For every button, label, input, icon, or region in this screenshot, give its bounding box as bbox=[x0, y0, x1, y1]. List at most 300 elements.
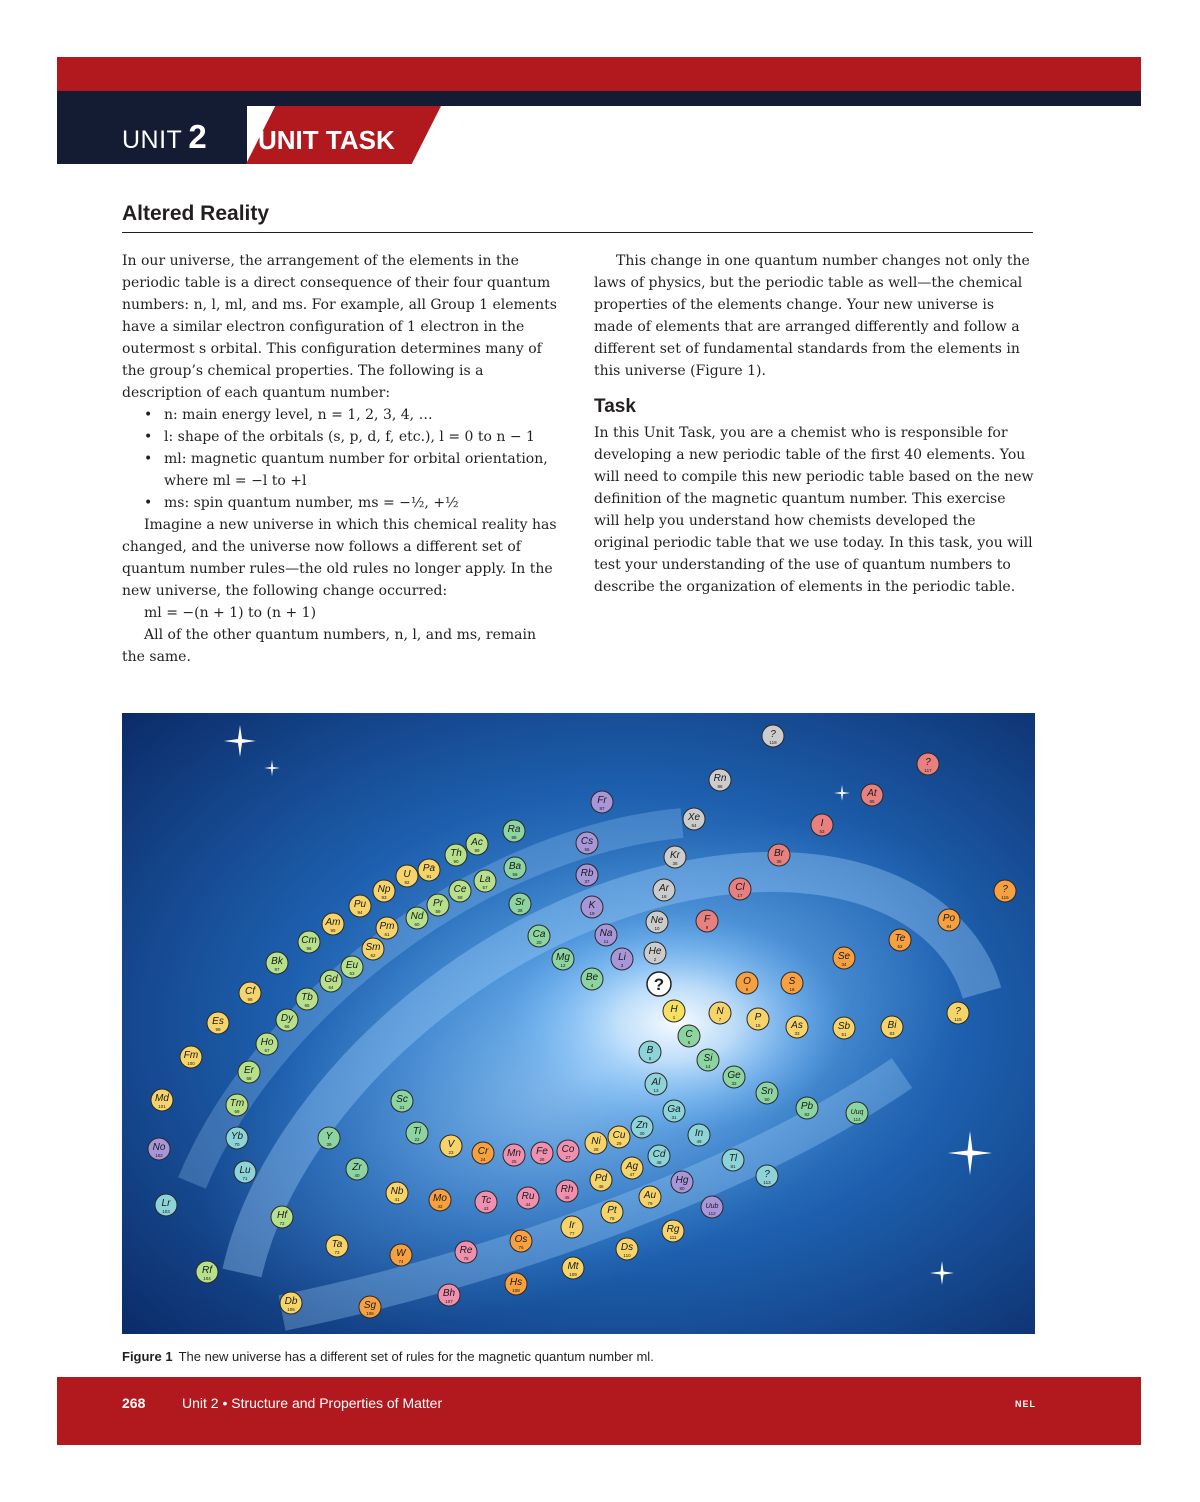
element-number: 78 bbox=[609, 1216, 615, 1221]
element-symbol: Ba bbox=[508, 861, 522, 872]
element-symbol: Tm bbox=[229, 1098, 245, 1109]
element-symbol: Pu bbox=[353, 899, 367, 910]
element-symbol: O bbox=[743, 976, 751, 987]
element-symbol: Os bbox=[514, 1234, 528, 1245]
unit-word: UNIT bbox=[122, 126, 183, 154]
element-Ca-20 bbox=[528, 925, 550, 947]
element-number: 79 bbox=[647, 1201, 653, 1206]
equation: ml = −(n + 1) to (n + 1) bbox=[144, 605, 317, 621]
element-symbol: Sm bbox=[365, 942, 381, 953]
element-Kr-36 bbox=[664, 846, 686, 868]
element-At-85 bbox=[861, 784, 883, 806]
element-Rb-37 bbox=[576, 864, 598, 886]
element-symbol: Mt bbox=[567, 1261, 579, 1272]
element-symbol: Nb bbox=[390, 1186, 404, 1197]
element-Hg-80 bbox=[671, 1171, 693, 1193]
element-Tl-81 bbox=[722, 1149, 744, 1171]
element-symbol: Bh bbox=[442, 1288, 456, 1299]
element-Bi-83 bbox=[881, 1016, 903, 1038]
element-C-6 bbox=[678, 1025, 700, 1047]
element-Cr-24 bbox=[472, 1142, 494, 1164]
element-symbol: U bbox=[403, 869, 411, 880]
element-unknown-118 bbox=[762, 725, 784, 747]
element-number: 67 bbox=[264, 1048, 270, 1053]
element-B-5 bbox=[639, 1041, 661, 1063]
element-number: 105 bbox=[287, 1307, 295, 1312]
element-number: 95 bbox=[330, 928, 336, 933]
element-number: 64 bbox=[328, 985, 334, 990]
element-Ra-88 bbox=[503, 820, 525, 842]
element-symbol: Zn bbox=[636, 1120, 648, 1131]
element-symbol: I bbox=[820, 818, 824, 829]
header-navy-band bbox=[57, 91, 1141, 106]
element-symbol: Xe bbox=[687, 812, 701, 823]
element-Tb-65 bbox=[296, 988, 318, 1010]
element-V-23 bbox=[440, 1135, 462, 1157]
element-symbol: Cu bbox=[612, 1130, 626, 1141]
element-number: 99 bbox=[215, 1027, 221, 1032]
element-symbol: Be bbox=[585, 972, 599, 983]
element-number: 90 bbox=[453, 859, 459, 864]
element-number: 77 bbox=[569, 1231, 575, 1236]
center-question-mark bbox=[647, 972, 671, 996]
element-symbol: ? bbox=[1002, 884, 1008, 895]
element-Y-39 bbox=[318, 1127, 340, 1149]
element-symbol: Re bbox=[459, 1245, 473, 1256]
element-symbol: Ag bbox=[625, 1161, 639, 1172]
element-symbol: N bbox=[716, 1006, 724, 1017]
element-symbol: Hg bbox=[675, 1175, 689, 1186]
element-number: 31 bbox=[671, 1115, 677, 1120]
element-symbol: C bbox=[685, 1029, 693, 1040]
element-symbol: Eu bbox=[345, 960, 359, 971]
element-number: 9 bbox=[705, 925, 709, 930]
element-number: 41 bbox=[394, 1197, 400, 1202]
element-number: 107 bbox=[445, 1299, 453, 1304]
element-Db-105 bbox=[280, 1292, 302, 1314]
element-Sm-62 bbox=[362, 938, 384, 960]
element-symbol: P bbox=[754, 1012, 762, 1023]
element-Eu-63 bbox=[341, 956, 363, 978]
element-symbol: Fe bbox=[536, 1146, 548, 1157]
element-symbol: Am bbox=[325, 917, 341, 928]
element-symbol: Ta bbox=[331, 1239, 343, 1250]
element-Es-99 bbox=[207, 1012, 229, 1034]
element-number: 42 bbox=[437, 1204, 443, 1209]
element-Rg-111 bbox=[662, 1220, 684, 1242]
element-symbol: Tl bbox=[728, 1153, 738, 1164]
element-number: 110 bbox=[623, 1253, 631, 1258]
element-Pd-46 bbox=[590, 1169, 612, 1191]
element-number: 13 bbox=[653, 1088, 659, 1093]
element-Xe-54 bbox=[683, 808, 705, 830]
element-symbol: Br bbox=[774, 848, 784, 859]
element-number: 114 bbox=[853, 1117, 861, 1122]
element-Pu-94 bbox=[349, 895, 371, 917]
element-symbol: La bbox=[479, 874, 491, 885]
element-Be-4 bbox=[581, 968, 603, 990]
element-number: 92 bbox=[404, 880, 410, 885]
element-Sr-38 bbox=[509, 893, 531, 915]
element-number: 85 bbox=[869, 799, 875, 804]
element-No-102 bbox=[148, 1138, 170, 1160]
element-Li-3 bbox=[611, 948, 633, 970]
element-number: 81 bbox=[730, 1164, 736, 1169]
element-symbol: As bbox=[791, 1020, 803, 1031]
element-Si-14 bbox=[697, 1049, 719, 1071]
element-number: 109 bbox=[569, 1272, 577, 1277]
element-symbol: Co bbox=[561, 1144, 575, 1155]
element-Ag-47 bbox=[621, 1157, 643, 1179]
element-symbol: Rn bbox=[713, 773, 727, 784]
element-Ir-77 bbox=[561, 1216, 583, 1238]
element-number: 40 bbox=[354, 1173, 360, 1178]
element-symbol: Pd bbox=[594, 1173, 608, 1184]
intro-paragraph: In our universe, the arrangement of the elements in the periodic table is a direct consequence of their four quantum numbers: n, l, ml, and ms. For example, all Group 1 elements have a similar electron configuration of 1 electron in the outermost s orbital. This configuration determines many of the group’s chemical properties. The following is a description of each quantum number: bbox=[122, 253, 557, 401]
element-number: 51 bbox=[841, 1032, 847, 1037]
element-Fe-26 bbox=[531, 1142, 553, 1164]
element-Mg-12 bbox=[552, 948, 574, 970]
element-symbol: Md bbox=[155, 1093, 169, 1104]
element-Fr-87 bbox=[591, 791, 613, 813]
element-symbol: ? bbox=[955, 1006, 961, 1017]
element-symbol: No bbox=[152, 1142, 166, 1153]
element-symbol: Fr bbox=[597, 795, 607, 806]
element-symbol: Po bbox=[942, 913, 956, 924]
element-Re-75 bbox=[455, 1241, 477, 1263]
element-unknown-116 bbox=[994, 880, 1016, 902]
element-Am-95 bbox=[322, 913, 344, 935]
element-symbol: B bbox=[646, 1045, 654, 1056]
element-number: 4 bbox=[590, 983, 594, 988]
element-number: 32 bbox=[731, 1081, 737, 1086]
element-symbol: Cf bbox=[245, 986, 255, 997]
element-number: 49 bbox=[696, 1139, 702, 1144]
element-Hs-108 bbox=[505, 1273, 527, 1295]
element-number: 29 bbox=[616, 1141, 622, 1146]
element-number: 72 bbox=[279, 1221, 285, 1226]
footer-band bbox=[57, 1377, 1141, 1445]
element-number: 20 bbox=[536, 940, 542, 945]
element-symbol: Ar bbox=[659, 883, 669, 894]
center-symbol: ? bbox=[653, 975, 665, 994]
element-number: 61 bbox=[384, 932, 390, 937]
element-Tc-43 bbox=[475, 1191, 497, 1213]
element-number: 96 bbox=[306, 946, 312, 951]
element-Os-76 bbox=[510, 1230, 532, 1252]
element-number: 69 bbox=[234, 1109, 240, 1114]
element-Na-11 bbox=[595, 924, 617, 946]
element-symbol: Si bbox=[703, 1053, 713, 1064]
element-symbol: Ga bbox=[667, 1104, 681, 1115]
element-symbol: Rh bbox=[560, 1184, 574, 1195]
task-heading: Task bbox=[594, 396, 636, 417]
element-number: 59 bbox=[435, 909, 441, 914]
element-number: 73 bbox=[334, 1250, 340, 1255]
element-number: 115 bbox=[954, 1017, 962, 1022]
element-number: 83 bbox=[889, 1031, 895, 1036]
element-Bh-107 bbox=[438, 1284, 460, 1306]
element-symbol: Y bbox=[325, 1131, 333, 1142]
element-symbol: Nd bbox=[410, 911, 424, 922]
element-number: 19 bbox=[589, 911, 595, 916]
element-number: 111 bbox=[669, 1235, 677, 1240]
element-symbol: V bbox=[447, 1139, 455, 1150]
element-Au-79 bbox=[639, 1186, 661, 1208]
element-number: 88 bbox=[511, 835, 517, 840]
element-symbol: Yb bbox=[230, 1131, 244, 1142]
element-Pt-78 bbox=[601, 1201, 623, 1223]
element-number: 75 bbox=[463, 1256, 469, 1261]
element-symbol: Sg bbox=[363, 1300, 377, 1311]
element-symbol: H bbox=[670, 1004, 678, 1015]
element-unknown-113 bbox=[756, 1165, 778, 1187]
element-number: 104 bbox=[203, 1276, 211, 1281]
element-symbol: Bi bbox=[887, 1020, 897, 1031]
element-number: 117 bbox=[924, 768, 932, 773]
page-title: Altered Reality bbox=[122, 202, 270, 225]
element-Sc-21 bbox=[391, 1090, 413, 1112]
element-symbol: ? bbox=[764, 1169, 770, 1180]
element-Zn-30 bbox=[631, 1116, 653, 1138]
element-symbol: Sc bbox=[396, 1094, 408, 1105]
element-symbol: Li bbox=[618, 952, 626, 963]
element-symbol: Rb bbox=[580, 868, 594, 879]
element-symbol: Ce bbox=[453, 884, 467, 895]
element-symbol: Pa bbox=[422, 863, 436, 874]
element-Ti-22 bbox=[406, 1122, 428, 1144]
element-number: 39 bbox=[326, 1142, 332, 1147]
element-number: 35 bbox=[776, 859, 782, 864]
element-symbol: W bbox=[396, 1248, 406, 1259]
element-Uub-112 bbox=[701, 1196, 723, 1218]
element-Al-13 bbox=[645, 1073, 667, 1095]
element-Bk-97 bbox=[266, 952, 288, 974]
element-symbol: F bbox=[703, 914, 711, 925]
element-Sg-106 bbox=[359, 1296, 381, 1318]
element-P-15 bbox=[747, 1008, 769, 1030]
element-number: 65 bbox=[304, 1003, 310, 1008]
unit-number: 2 bbox=[188, 118, 208, 155]
element-symbol: Cm bbox=[301, 935, 317, 946]
element-symbol: Fm bbox=[183, 1050, 199, 1061]
element-symbol: K bbox=[588, 900, 596, 911]
element-number: 56 bbox=[512, 872, 518, 877]
page-number: 268 bbox=[122, 1395, 146, 1411]
element-symbol: Kr bbox=[670, 850, 680, 861]
element-W-74 bbox=[390, 1244, 412, 1266]
element-symbol: Er bbox=[244, 1065, 254, 1076]
figure-caption bbox=[122, 1349, 654, 1364]
element-symbol: Ru bbox=[521, 1191, 535, 1202]
element-symbol: Ge bbox=[727, 1070, 741, 1081]
left-column bbox=[122, 250, 562, 668]
element-number: 17 bbox=[737, 893, 743, 898]
element-Sb-51 bbox=[833, 1017, 855, 1039]
element-symbol: Al bbox=[651, 1077, 661, 1088]
element-Ar-18 bbox=[653, 879, 675, 901]
element-symbol: Sr bbox=[515, 897, 525, 908]
element-Hf-72 bbox=[271, 1206, 293, 1228]
element-number: 12 bbox=[560, 963, 566, 968]
element-number: 80 bbox=[679, 1186, 685, 1191]
element-symbol: Se bbox=[837, 951, 851, 962]
bullet-n: • n: main energy level, n = 1, 2, 3, 4, … bbox=[122, 404, 562, 426]
element-number: 55 bbox=[584, 847, 590, 852]
element-number: 112 bbox=[708, 1211, 716, 1216]
element-number: 62 bbox=[370, 953, 376, 958]
element-number: 18 bbox=[661, 894, 667, 899]
element-symbol: Gd bbox=[324, 974, 338, 985]
element-number: 30 bbox=[639, 1131, 645, 1136]
element-unknown-117 bbox=[917, 753, 939, 775]
element-symbol: Pt bbox=[607, 1205, 617, 1216]
element-symbol: Au bbox=[643, 1190, 657, 1201]
publisher-mark: NEL bbox=[1015, 1399, 1036, 1409]
element-number: 87 bbox=[599, 806, 605, 811]
element-symbol: At bbox=[867, 788, 877, 799]
title-rule bbox=[122, 232, 1033, 233]
element-number: 58 bbox=[457, 895, 463, 900]
element-number: 1 bbox=[672, 1015, 676, 1020]
element-O-8 bbox=[736, 972, 758, 994]
element-Cu-29 bbox=[608, 1126, 630, 1148]
element-Zr-40 bbox=[346, 1158, 368, 1180]
caption-text: The new universe has a different set of rules for the magnetic quantum number ml. bbox=[178, 1349, 654, 1364]
unit-task-label: UNIT TASK bbox=[258, 125, 395, 155]
element-symbol: In bbox=[694, 1128, 704, 1139]
element-symbol: Te bbox=[894, 933, 906, 944]
element-number: 116 bbox=[1001, 895, 1009, 900]
element-number: 28 bbox=[593, 1147, 599, 1152]
element-symbol: Zr bbox=[352, 1162, 362, 1173]
element-number: 97 bbox=[274, 967, 280, 972]
element-Cs-55 bbox=[576, 832, 598, 854]
element-number: 48 bbox=[656, 1160, 662, 1165]
element-Gd-64 bbox=[320, 970, 342, 992]
imagine-paragraph: Imagine a new universe in which this chemical reality has changed, and the universe now follows a different set of quantum number rules—the old rules no longer apply. In the new universe, the following change occurred: bbox=[122, 517, 557, 599]
element-number: 37 bbox=[584, 879, 590, 884]
element-symbol: Hs bbox=[509, 1277, 523, 1288]
element-symbol: Pr bbox=[433, 898, 443, 909]
element-number: 74 bbox=[398, 1259, 404, 1264]
element-number: 33 bbox=[794, 1031, 800, 1036]
element-Co-27 bbox=[557, 1140, 579, 1162]
element-Lu-71 bbox=[234, 1161, 256, 1183]
element-number: 26 bbox=[539, 1157, 545, 1162]
element-Pb-82 bbox=[796, 1097, 818, 1119]
element-symbol: Dy bbox=[280, 1013, 294, 1024]
element-H-1 bbox=[663, 1000, 685, 1022]
element-number: 23 bbox=[448, 1150, 454, 1155]
element-number: 70 bbox=[234, 1142, 240, 1147]
element-Ru-44 bbox=[517, 1187, 539, 1209]
element-Pa-91 bbox=[418, 859, 440, 881]
element-Lr-103 bbox=[155, 1194, 177, 1216]
element-symbol: Db bbox=[284, 1296, 298, 1307]
element-Md-101 bbox=[151, 1089, 173, 1111]
element-number: 6 bbox=[687, 1040, 691, 1045]
element-number: 93 bbox=[381, 895, 387, 900]
remain-paragraph: All of the other quantum numbers, n, l, and ms, remain the same. bbox=[122, 627, 537, 665]
element-symbol: Pb bbox=[800, 1101, 814, 1112]
element-number: 86 bbox=[717, 784, 723, 789]
element-symbol: Cs bbox=[580, 836, 594, 847]
element-Tm-69 bbox=[226, 1094, 248, 1116]
element-number: 43 bbox=[483, 1206, 489, 1211]
element-Mo-42 bbox=[429, 1189, 451, 1211]
element-Ds-110 bbox=[616, 1238, 638, 1260]
element-number: 84 bbox=[946, 924, 952, 929]
element-number: 24 bbox=[480, 1157, 486, 1162]
element-symbol: ? bbox=[925, 757, 931, 768]
task-paragraph: In this Unit Task, you are a chemist who is responsible for developing a new periodic table of the first 40 elements. You will need to compile this new periodic table based on the new definition of the magnetic quantum number. This exercise will help you understand how chemists developed the original periodic table that we use today. In this task, you will test your understanding of the use of quantum numbers to describe the organization of elements in the periodic table. bbox=[594, 425, 1034, 595]
element-number: 38 bbox=[517, 908, 523, 913]
element-symbol: Tb bbox=[301, 992, 313, 1003]
element-number: 60 bbox=[414, 922, 420, 927]
element-number: 52 bbox=[897, 944, 903, 949]
element-number: 94 bbox=[357, 910, 363, 915]
element-symbol: Bk bbox=[271, 956, 283, 967]
element-number: 11 bbox=[603, 939, 609, 944]
figure-galaxy bbox=[122, 713, 1035, 1334]
element-Mt-109 bbox=[562, 1257, 584, 1279]
element-number: 27 bbox=[565, 1155, 571, 1160]
element-symbol: Np bbox=[377, 884, 391, 895]
element-symbol: Ds bbox=[620, 1242, 634, 1253]
element-symbol: Sn bbox=[760, 1086, 774, 1097]
footer-title: Unit 2 • Structure and Properties of Matter bbox=[182, 1395, 443, 1411]
element-Nd-60 bbox=[406, 907, 428, 929]
element-unknown-115 bbox=[947, 1002, 969, 1024]
element-symbol: He bbox=[648, 946, 662, 957]
element-Se-34 bbox=[833, 947, 855, 969]
element-number: 71 bbox=[242, 1176, 248, 1181]
element-Rf-104 bbox=[196, 1261, 218, 1283]
element-number: 53 bbox=[819, 829, 825, 834]
element-symbol: Ir bbox=[568, 1220, 576, 1231]
element-Br-35 bbox=[768, 844, 790, 866]
element-symbol: Mo bbox=[433, 1193, 447, 1204]
element-number: 21 bbox=[399, 1105, 405, 1110]
element-number: 113 bbox=[763, 1180, 771, 1185]
element-number: 63 bbox=[349, 971, 355, 976]
element-symbol: Cr bbox=[477, 1146, 489, 1157]
element-Rn-86 bbox=[709, 769, 731, 791]
element-number: 47 bbox=[629, 1172, 635, 1177]
element-symbol: Ne bbox=[650, 915, 664, 926]
change-paragraph: This change in one quantum number changes not only the laws of physics, but the periodic table as well—the chemical properties of the elements change. Your new universe is made of elements that are arranged differently and follow a different set of fundamental standards from the elements in this universe (Figure 1). bbox=[594, 253, 1030, 379]
element-symbol: Ti bbox=[412, 1126, 422, 1137]
element-Uuq-114 bbox=[846, 1102, 868, 1124]
element-number: 34 bbox=[841, 962, 847, 967]
element-symbol: Ni bbox=[591, 1136, 601, 1147]
element-number: 46 bbox=[598, 1184, 604, 1189]
element-number: 7 bbox=[718, 1017, 722, 1022]
element-number: 76 bbox=[518, 1245, 524, 1250]
element-symbol: Cl bbox=[735, 882, 745, 893]
element-Fm-100 bbox=[180, 1046, 202, 1068]
element-number: 25 bbox=[511, 1159, 517, 1164]
element-Sn-50 bbox=[756, 1082, 778, 1104]
element-number: 89 bbox=[474, 848, 480, 853]
element-number: 101 bbox=[158, 1104, 166, 1109]
element-number: 103 bbox=[162, 1209, 170, 1214]
element-number: 91 bbox=[426, 874, 432, 879]
element-Mn-25 bbox=[503, 1144, 525, 1166]
element-number: 108 bbox=[512, 1288, 520, 1293]
element-number: 14 bbox=[705, 1064, 711, 1069]
